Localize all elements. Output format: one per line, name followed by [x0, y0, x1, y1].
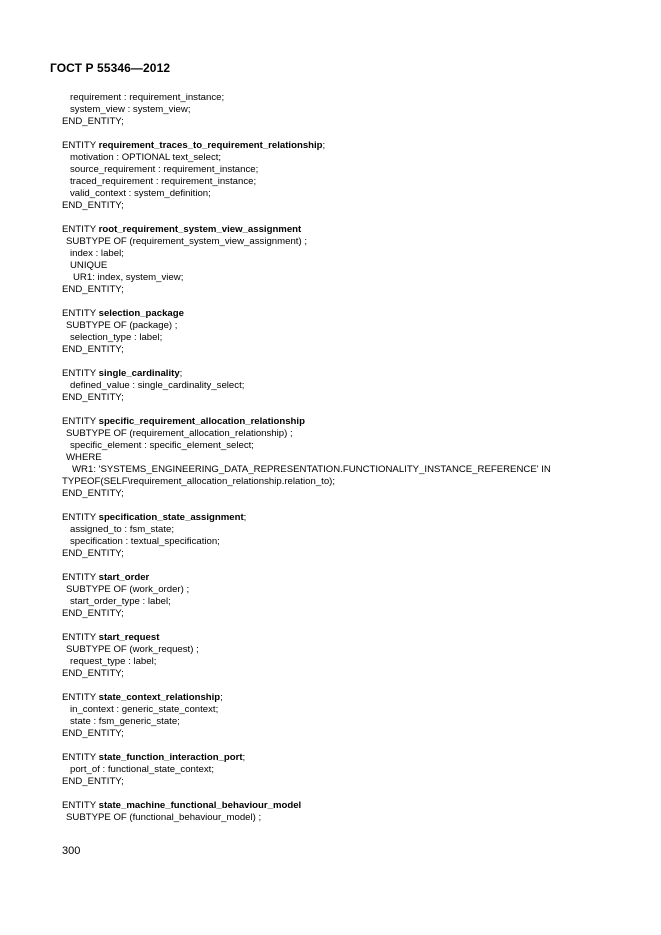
- line-text: END_ENTITY;: [62, 728, 124, 739]
- code-line: [62, 164, 622, 176]
- code-line: [62, 272, 622, 284]
- line-text: ENTITY: [62, 692, 99, 703]
- entity-name: start_order: [98, 572, 150, 583]
- line-text: ENTITY: [62, 416, 99, 427]
- line-text: start_order_type : label;: [70, 596, 171, 607]
- line-text: WHERE: [66, 452, 102, 463]
- code-line: [62, 668, 622, 680]
- line-text: TYPEOF(SELF\requirement_allocation_relationship.relation_to);: [62, 476, 336, 487]
- code-line: [62, 524, 622, 536]
- code-line: [62, 380, 622, 392]
- line-text: requirement : requirement_instance;: [70, 92, 225, 103]
- entity-name: start_request: [98, 632, 160, 643]
- line-text: ENTITY: [62, 140, 99, 151]
- code-line: [62, 428, 622, 440]
- document-header: ГОСТ Р 55346—2012: [50, 61, 171, 75]
- line-text: request_type : label;: [70, 656, 157, 667]
- code-line: [62, 452, 622, 464]
- code-line: [62, 596, 622, 608]
- line-text: valid_context : system_definition;: [70, 188, 211, 199]
- code-line: [62, 620, 622, 632]
- code-line: [62, 704, 622, 716]
- line-text: WR1: 'SYSTEMS_ENGINEERING_DATA_REPRESENTATION.FUNCTIONALITY_INSTANCE_REFERENCE' IN: [72, 464, 551, 475]
- code-line: [62, 260, 622, 272]
- line-text: state : fsm_generic_state;: [70, 716, 180, 727]
- code-line: [62, 788, 622, 800]
- entity-declaration-line: [62, 800, 622, 812]
- code-line: [62, 740, 622, 752]
- line-text: END_ENTITY;: [62, 284, 124, 295]
- line-text: ENTITY: [62, 308, 99, 319]
- line-text: SUBTYPE OF (requirement_system_view_assignment) ;: [66, 236, 307, 247]
- entity-name: specific_requirement_allocation_relationship: [98, 416, 305, 427]
- line-text: motivation : OPTIONAL text_select;: [70, 152, 222, 163]
- line-text: ENTITY: [62, 632, 99, 643]
- line-suffix: ;: [220, 692, 223, 703]
- code-line: [62, 296, 622, 308]
- entity-name: state_machine_functional_behaviour_model: [98, 800, 302, 811]
- code-line: [62, 92, 622, 104]
- line-text: port_of : functional_state_context;: [70, 764, 214, 775]
- entity-declaration-line: [62, 512, 622, 524]
- line-text: UNIQUE: [70, 260, 108, 271]
- line-text: SUBTYPE OF (package) ;: [66, 320, 178, 331]
- code-line: [62, 548, 622, 560]
- code-line: [62, 104, 622, 116]
- line-text: index : label;: [70, 248, 124, 259]
- line-text: specific_element : specific_element_select;: [70, 440, 254, 451]
- entity-declaration-line: [62, 632, 622, 644]
- code-line: [62, 284, 622, 296]
- code-line: [62, 488, 622, 500]
- entity-declaration-line: [62, 308, 622, 320]
- code-line: [62, 812, 622, 824]
- line-text: END_ENTITY;: [62, 200, 124, 211]
- code-line: [62, 392, 622, 404]
- entity-declaration-line: [62, 692, 622, 704]
- line-text: END_ENTITY;: [62, 548, 124, 559]
- code-line: [62, 608, 622, 620]
- line-text: END_ENTITY;: [62, 668, 124, 679]
- code-line: [62, 128, 622, 140]
- entity-declaration-line: [62, 752, 622, 764]
- line-suffix: ;: [179, 368, 183, 379]
- entity-name: specification_state_assignment: [98, 512, 244, 523]
- line-text: SUBTYPE OF (work_order) ;: [66, 584, 190, 595]
- line-suffix: ;: [322, 140, 326, 151]
- line-text: traced_requirement : requirement_instance;: [70, 176, 257, 187]
- code-line: [62, 716, 622, 728]
- line-text: SUBTYPE OF (functional_behaviour_model) ;: [66, 812, 262, 823]
- line-text: ENTITY: [62, 572, 99, 583]
- express-schema-text: [62, 92, 622, 824]
- code-line: [62, 404, 622, 416]
- code-line: [62, 476, 622, 488]
- code-line: [62, 152, 622, 164]
- line-text: END_ENTITY;: [62, 488, 124, 499]
- line-suffix: ;: [242, 752, 246, 763]
- code-line: [62, 656, 622, 668]
- code-line: [62, 248, 622, 260]
- line-text: system_view : system_view;: [70, 104, 191, 115]
- code-line: [62, 320, 622, 332]
- code-line: [62, 536, 622, 548]
- entity-name: requirement_traces_to_requirement_relationship: [98, 140, 323, 151]
- code-line: [62, 332, 622, 344]
- code-line: [62, 584, 622, 596]
- code-line: [62, 200, 622, 212]
- entity-declaration-line: [62, 224, 622, 236]
- line-suffix: ;: [243, 512, 247, 523]
- code-line: [62, 764, 622, 776]
- entity-name: state_function_interaction_port: [98, 752, 243, 763]
- code-line: [62, 728, 622, 740]
- line-text: END_ENTITY;: [62, 776, 124, 787]
- code-line: [62, 500, 622, 512]
- line-text: END_ENTITY;: [62, 344, 124, 355]
- line-text: END_ENTITY;: [62, 116, 124, 127]
- line-text: ENTITY: [62, 512, 99, 523]
- code-line: [62, 116, 622, 128]
- code-line: [62, 464, 622, 476]
- page-number: 300: [62, 845, 81, 857]
- code-line: [62, 644, 622, 656]
- line-text: ENTITY: [62, 224, 99, 235]
- entity-declaration-line: [62, 140, 622, 152]
- line-text: selection_type : label;: [70, 332, 163, 343]
- entity-declaration-line: [62, 416, 622, 428]
- code-line: [62, 188, 622, 200]
- code-line: [62, 176, 622, 188]
- entity-name: single_cardinality: [98, 368, 180, 379]
- code-line: [62, 560, 622, 572]
- entity-declaration-line: [62, 368, 622, 380]
- entity-name: state_context_relationship: [98, 692, 221, 703]
- entity-name: selection_package: [98, 308, 184, 319]
- line-text: specification : textual_specification;: [70, 536, 220, 547]
- line-text: defined_value : single_cardinality_select;: [70, 380, 245, 391]
- line-text: END_ENTITY;: [62, 392, 124, 403]
- code-line: [62, 680, 622, 692]
- line-text: ENTITY: [62, 752, 99, 763]
- line-text: ENTITY: [62, 800, 99, 811]
- line-text: source_requirement : requirement_instance;: [70, 164, 259, 175]
- code-line: [62, 344, 622, 356]
- line-text: UR1: index, system_view;: [73, 272, 184, 283]
- entity-name: root_requirement_system_view_assignment: [98, 224, 302, 235]
- line-text: SUBTYPE OF (work_request) ;: [66, 644, 199, 655]
- line-text: SUBTYPE OF (requirement_allocation_relationship) ;: [66, 428, 293, 439]
- line-text: in_context : generic_state_context;: [70, 704, 219, 715]
- code-line: [62, 236, 622, 248]
- code-line: [62, 440, 622, 452]
- line-text: ENTITY: [62, 368, 99, 379]
- code-line: [62, 776, 622, 788]
- line-text: END_ENTITY;: [62, 608, 124, 619]
- code-line: [62, 356, 622, 368]
- code-line: [62, 212, 622, 224]
- line-text: assigned_to : fsm_state;: [70, 524, 174, 535]
- entity-declaration-line: [62, 572, 622, 584]
